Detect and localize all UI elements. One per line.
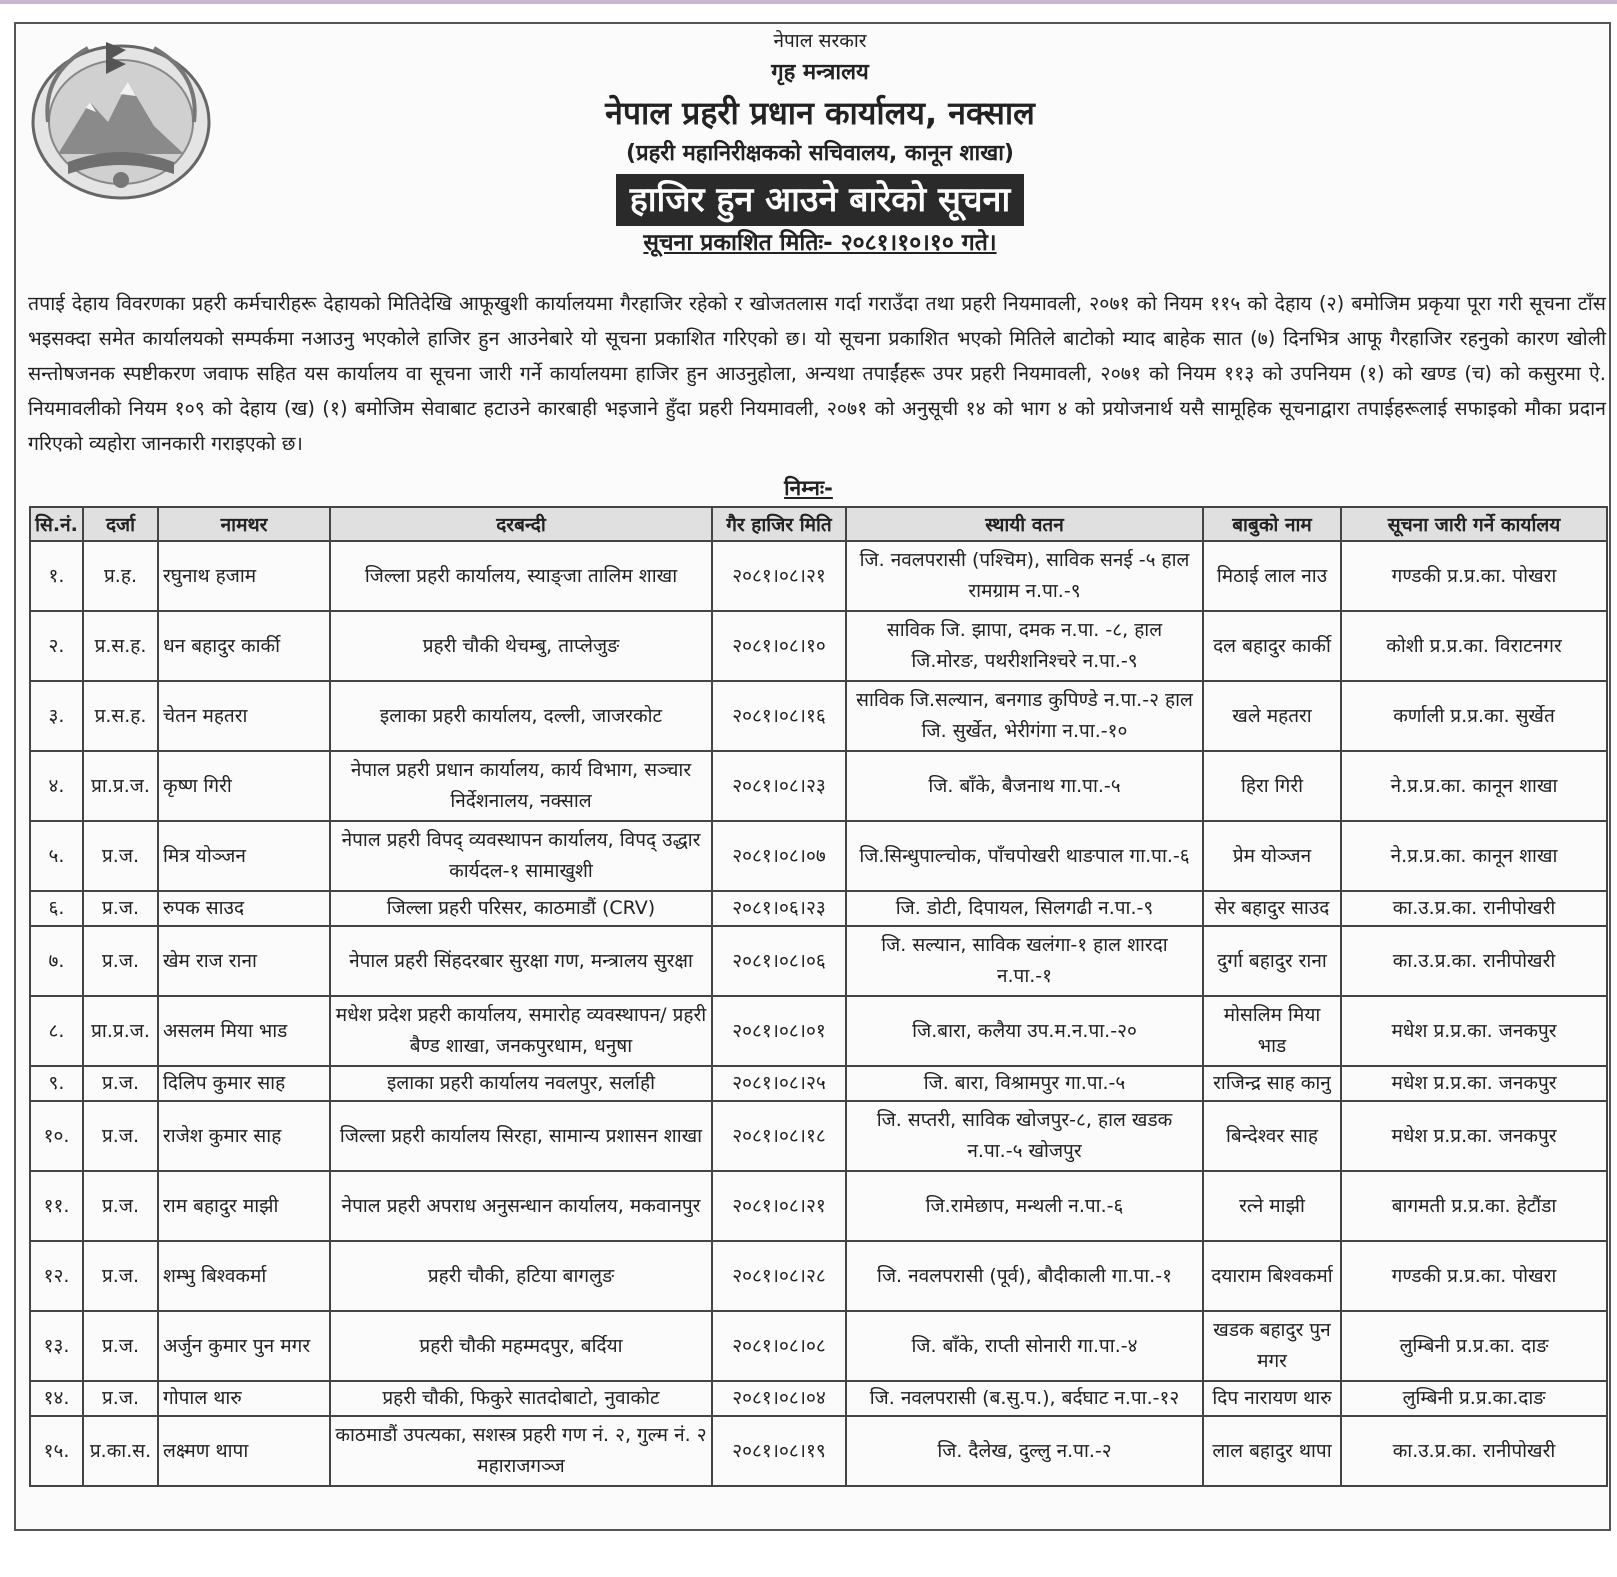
cell-name: असलम मिया भाड <box>158 996 330 1066</box>
cell-rank: प्र.ज. <box>83 821 158 891</box>
table-row <box>30 541 1607 611</box>
cell-father-name: दिप नारायण थारु <box>1203 1381 1341 1416</box>
cell-permanent-address: जि. नवलपरासी (पश्चिम), साविक सनई -५ हाल रामग्राम न.पा.-९ <box>846 541 1203 611</box>
cell-absent-date: २०८१।०८।०७ <box>712 821 846 891</box>
cell-absent-date: २०८१।०८।१९ <box>712 1416 846 1486</box>
cell-posting: प्रहरी चौकी थेचम्बु, ताप्लेजुङ <box>330 611 712 681</box>
cell-absent-date: २०८१।०८।१८ <box>712 1101 846 1171</box>
cell-serial: ११. <box>30 1171 83 1241</box>
cell-serial: १. <box>30 541 83 611</box>
cell-posting: नेपाल प्रहरी सिंहदरबार सुरक्षा गण, मन्त्रालय सुरक्षा <box>330 926 712 996</box>
cell-issuing-office: मधेश प्र.प्र.का. जनकपुर <box>1341 1101 1607 1171</box>
cell-serial: ५. <box>30 821 83 891</box>
cell-permanent-address: जि.बारा, कलैया उप.म.न.पा.-२० <box>846 996 1203 1066</box>
cell-father-name: लाल बहादुर थापा <box>1203 1416 1341 1486</box>
cell-father-name: दल बहादुर कार्की <box>1203 611 1341 681</box>
cell-posting: नेपाल प्रहरी अपराध अनुसन्धान कार्यालय, मकवानपुर <box>330 1171 712 1241</box>
table-row <box>30 751 1607 821</box>
cell-father-name: रत्ने माझी <box>1203 1171 1341 1241</box>
nepal-emblem-icon <box>28 34 214 202</box>
table-row <box>30 681 1607 751</box>
cell-serial: ६. <box>30 891 83 926</box>
cell-permanent-address: जि. बारा, विश्रामपुर गा.पा.-५ <box>846 1066 1203 1101</box>
cell-permanent-address: जि.रामेछाप, मन्थली न.पा.-६ <box>846 1171 1203 1241</box>
cell-serial: ३. <box>30 681 83 751</box>
cell-absent-date: २०८१।०८।१६ <box>712 681 846 751</box>
notice-body: तपाई देहाय विवरणका प्रहरी कर्मचारीहरू देहायको मितिदेखि आफूखुशी कार्यालयमा गैरहाजिर रहेको र खोजतलास गर्दा गराउँदा तथा प्रहरी नियमावली, २०७१ को नियम ११५ को देहाय (२) बमोजिम प्रकृया पूरा गरी सूचना टाँस भइसक्दा समेत कार्यालयको सम्पर्कमा नआउनु भएकोले हाजिर हुन आउनेबारे यो सूचना प्रकाशित गरिएको छ। यो सूचना प्रकाशित भएको मितिले बाटोको म्याद बाहेक सात (७) दिनभित्र आफू गैरहाजिर रहनुको कारण खोली सन्तोषजनक स्पष्टीकरण जवाफ सहित यस कार्यालय वा सूचना जारी गर्ने कार्यालयमा हाजिर हुन आउनुहोला, अन्यथा तपाईंहरू उपर प्रहरी नियमावली, २०७१ को नियम ११३ को उपनियम (१) को खण्ड (च) को कसुरमा ऐ. नियमावलीको नियम १०९ को देहाय (ख) (१) बमोजिम सेवाबाट हटाउने कारबाही भइजाने हुँदा प्रहरी नियमावली, २०७१ को अनुसूची १४ को भाग ४ को प्रयोजनार्थ यसै सामूहिक सूचनाद्वारा तपाईहरूलाई सफाइको मौका प्रदान गरिएको व्यहोरा जानकारी गराइएको छ। <box>28 292 1606 455</box>
cell-posting: नेपाल प्रहरी प्रधान कार्यालय, कार्य विभाग, सञ्चार निर्देशनालय, नक्साल <box>330 751 712 821</box>
cell-rank: प्र.स.ह. <box>83 611 158 681</box>
table-row <box>30 1381 1607 1416</box>
cell-name: खेम राज राना <box>158 926 330 996</box>
office-name: नेपाल प्रहरी प्रधान कार्यालय, नक्साल <box>605 94 1035 132</box>
cell-issuing-office: का.उ.प्र.का. रानीपोखरी <box>1341 891 1607 926</box>
cell-absent-date: २०८१।०८।२१ <box>712 1171 846 1241</box>
cell-permanent-address: जि. बाँके, बैजनाथ गा.पा.-५ <box>846 751 1203 821</box>
table-header-row <box>30 507 1607 541</box>
cell-name: दिलिप कुमार साह <box>158 1066 330 1101</box>
cell-father-name: मिठाई लाल नाउ <box>1203 541 1341 611</box>
table-row <box>30 1101 1607 1171</box>
cell-name: गोपाल थारु <box>158 1381 330 1416</box>
cell-issuing-office: कर्णाली प्र.प्र.का. सुर्खेत <box>1341 681 1607 751</box>
cell-issuing-office: मधेश प्र.प्र.का. जनकपुर <box>1341 1066 1607 1101</box>
cell-issuing-office: कोशी प्र.प्र.का. विराटनगर <box>1341 611 1607 681</box>
table-row <box>30 1311 1607 1381</box>
cell-absent-date: २०८१।०८।०४ <box>712 1381 846 1416</box>
cell-posting: इलाका प्रहरी कार्यालय नवलपुर, सर्लाही <box>330 1066 712 1101</box>
cell-serial: ९. <box>30 1066 83 1101</box>
cell-rank: प्रा.प्र.ज. <box>83 751 158 821</box>
cell-name: धन बहादुर कार्की <box>158 611 330 681</box>
ministry-name: गृह मन्त्रालय <box>771 60 869 85</box>
cell-father-name: राजिन्द्र साह कानु <box>1203 1066 1341 1101</box>
cell-permanent-address: जि. नवलपरासी (पूर्व), बौदीकाली गा.पा.-१ <box>846 1241 1203 1311</box>
cell-father-name: मोसलिम मिया भाड <box>1203 996 1341 1066</box>
cell-serial: २. <box>30 611 83 681</box>
cell-serial: ७. <box>30 926 83 996</box>
cell-permanent-address: जि. सप्तरी, साविक खोजपुर-८, हाल खडक न.पा.-५ खोजपुर <box>846 1101 1203 1171</box>
cell-name: अर्जुन कुमार पुन मगर <box>158 1311 330 1381</box>
cell-name: शम्भु बिश्वकर्मा <box>158 1241 330 1311</box>
cell-name: लक्ष्मण थापा <box>158 1416 330 1486</box>
cell-father-name: बिन्देश्वर साह <box>1203 1101 1341 1171</box>
table-row <box>30 891 1607 926</box>
cell-permanent-address: जि. डोटी, दिपायल, सिलगढी न.पा.-९ <box>846 891 1203 926</box>
col-header-rank: दर्जा <box>83 507 158 541</box>
cell-father-name: खडक बहादुर पुन मगर <box>1203 1311 1341 1381</box>
cell-serial: ४. <box>30 751 83 821</box>
cell-rank: प्र.ह. <box>83 541 158 611</box>
cell-father-name: खले महतरा <box>1203 681 1341 751</box>
table-row <box>30 996 1607 1066</box>
cell-absent-date: २०८१।०८।०१ <box>712 996 846 1066</box>
cell-rank: प्र.ज. <box>83 1101 158 1171</box>
cell-absent-date: २०८१।०६।२३ <box>712 891 846 926</box>
table-row <box>30 821 1607 891</box>
cell-permanent-address: जि. नवलपरासी (ब.सु.प.), बर्दघाट न.पा.-१२ <box>846 1381 1203 1416</box>
cell-name: चेतन महतरा <box>158 681 330 751</box>
table-row <box>30 1416 1607 1486</box>
cell-rank: प्र.ज. <box>83 1241 158 1311</box>
cell-father-name: हिरा गिरी <box>1203 751 1341 821</box>
cell-serial: १४. <box>30 1381 83 1416</box>
cell-rank: प्रा.प्र.ज. <box>83 996 158 1066</box>
table-row <box>30 926 1607 996</box>
cell-rank: प्र.ज. <box>83 1171 158 1241</box>
cell-absent-date: २०८१।०८।२१ <box>712 541 846 611</box>
cell-name: राम बहादुर माझी <box>158 1171 330 1241</box>
cell-serial: १२. <box>30 1241 83 1311</box>
cell-serial: १०. <box>30 1101 83 1171</box>
cell-issuing-office: गण्डकी प्र.प्र.का. पोखरा <box>1341 541 1607 611</box>
cell-serial: ८. <box>30 996 83 1066</box>
cell-issuing-office: बागमती प्र.प्र.का. हेटौंडा <box>1341 1171 1607 1241</box>
cell-father-name: दुर्गा बहादुर राना <box>1203 926 1341 996</box>
cell-posting: प्रहरी चौकी, हटिया बागलुङ <box>330 1241 712 1311</box>
cell-issuing-office: गण्डकी प्र.प्र.का. पोखरा <box>1341 1241 1607 1311</box>
cell-issuing-office: लुम्बिनी प्र.प्र.का. दाङ <box>1341 1311 1607 1381</box>
cell-name: कृष्ण गिरी <box>158 751 330 821</box>
cell-rank: प्र.स.ह. <box>83 681 158 751</box>
cell-rank: प्र.ज. <box>83 1066 158 1101</box>
notice-title-banner: हाजिर हुन आउने बारेको सूचना <box>616 174 1025 226</box>
cell-name: रुपक साउद <box>158 891 330 926</box>
table-row <box>30 1241 1607 1311</box>
cell-posting: काठमाडौं उपत्यका, सशस्त्र प्रहरी गण नं. २, गुल्म नं. २ महाराजगञ्ज <box>330 1416 712 1486</box>
cell-father-name: सेर बहादुर साउद <box>1203 891 1341 926</box>
cell-name: मित्र योञ्जन <box>158 821 330 891</box>
cell-issuing-office: मधेश प्र.प्र.का. जनकपुर <box>1341 996 1607 1066</box>
cell-rank: प्र.ज. <box>83 1381 158 1416</box>
col-header-name: नामथर <box>158 507 330 541</box>
cell-serial: १५. <box>30 1416 83 1486</box>
cell-rank: प्र.ज. <box>83 1311 158 1381</box>
cell-name: राजेश कुमार साह <box>158 1101 330 1171</box>
table-row <box>30 1171 1607 1241</box>
cell-posting: जिल्ला प्रहरी कार्यालय, स्याङ्जा तालिम शाखा <box>330 541 712 611</box>
cell-posting: जिल्ला प्रहरी कार्यालय सिरहा, सामान्य प्रशासन शाखा <box>330 1101 712 1171</box>
col-header-absent-date: गैर हाजिर मिति <box>712 507 846 541</box>
cell-father-name: प्रेम योञ्जन <box>1203 821 1341 891</box>
cell-posting: प्रहरी चौकी, फिकुरे सातदोबाटो, नुवाकोट <box>330 1381 712 1416</box>
cell-issuing-office: ने.प्र.प्र.का. कानून शाखा <box>1341 821 1607 891</box>
cell-posting: इलाका प्रहरी कार्यालय, दल्ली, जाजरकोट <box>330 681 712 751</box>
published-date: सूचना प्रकाशित मितिः- २०८१।१०।१० गते। <box>643 230 997 256</box>
col-header-permanent-address: स्थायी वतन <box>846 507 1203 541</box>
table-row <box>30 611 1607 681</box>
cell-absent-date: २०८१।०८।२५ <box>712 1066 846 1101</box>
cell-permanent-address: जि. सल्यान, साविक खलंगा-१ हाल शारदा न.पा.-१ <box>846 926 1203 996</box>
cell-posting: नेपाल प्रहरी विपद् व्यवस्थापन कार्यालय, विपद् उद्धार कार्यदल-१ सामाखुशी <box>330 821 712 891</box>
cell-rank: प्र.का.स. <box>83 1416 158 1486</box>
cell-father-name: दयाराम बिश्वकर्मा <box>1203 1241 1341 1311</box>
col-header-father-name: बाबुको नाम <box>1203 507 1341 541</box>
cell-permanent-address: साविक जि. झापा, दमक न.पा. -८, हाल जि.मोरङ, पथरीशनिश्चरे न.पा.-९ <box>846 611 1203 681</box>
cell-rank: प्र.ज. <box>83 891 158 926</box>
cell-absent-date: २०८१।०८।०८ <box>712 1311 846 1381</box>
sub-office-name: (प्रहरी महानिरीक्षकको सचिवालय, कानून शाखा) <box>626 141 1014 166</box>
col-header-issuing-office: सूचना जारी गर्ने कार्यालय <box>1341 507 1607 541</box>
government-name: नेपाल सरकार <box>773 30 867 52</box>
cell-absent-date: २०८१।०८।१० <box>712 611 846 681</box>
cell-issuing-office: का.उ.प्र.का. रानीपोखरी <box>1341 926 1607 996</box>
cell-posting: मधेश प्रदेश प्रहरी कार्यालय, समारोह व्यवस्थापन/ प्रहरी बैण्ड शाखा, जनकपुरधाम, धनुषा <box>330 996 712 1066</box>
table-row <box>30 1066 1607 1101</box>
cell-rank: प्र.ज. <box>83 926 158 996</box>
absentee-table <box>29 506 1608 1487</box>
top-divider <box>0 0 1617 4</box>
cell-issuing-office: ने.प्र.प्र.का. कानून शाखा <box>1341 751 1607 821</box>
cell-issuing-office: का.उ.प्र.का. रानीपोखरी <box>1341 1416 1607 1486</box>
cell-serial: १३. <box>30 1311 83 1381</box>
cell-permanent-address: साविक जि.सल्यान, बनगाड कुपिण्डे न.पा.-२ हाल जि. सुर्खेत, भेरीगंगा न.पा.-१० <box>846 681 1203 751</box>
col-header-serial: सि.नं. <box>30 507 83 541</box>
col-header-posting: दरबन्दी <box>330 507 712 541</box>
list-heading: निम्नः- <box>784 476 833 500</box>
cell-absent-date: २०८१।०८।२८ <box>712 1241 846 1311</box>
cell-name: रघुनाथ हजाम <box>158 541 330 611</box>
cell-permanent-address: जि. दैलेख, दुल्लु न.पा.-२ <box>846 1416 1203 1486</box>
cell-posting: प्रहरी चौकी महम्मदपुर, बर्दिया <box>330 1311 712 1381</box>
notice-header <box>300 26 1340 260</box>
cell-issuing-office: लुम्बिनी प्र.प्र.का.दाङ <box>1341 1381 1607 1416</box>
cell-posting: जिल्ला प्रहरी परिसर, काठमाडौं (CRV) <box>330 891 712 926</box>
cell-absent-date: २०८१।०८।२३ <box>712 751 846 821</box>
cell-permanent-address: जि.सिन्धुपाल्चोक, पाँचपोखरी थाङपाल गा.पा.-६ <box>846 821 1203 891</box>
cell-absent-date: २०८१।०८।०६ <box>712 926 846 996</box>
cell-permanent-address: जि. बाँके, राप्ती सोनारी गा.पा.-४ <box>846 1311 1203 1381</box>
